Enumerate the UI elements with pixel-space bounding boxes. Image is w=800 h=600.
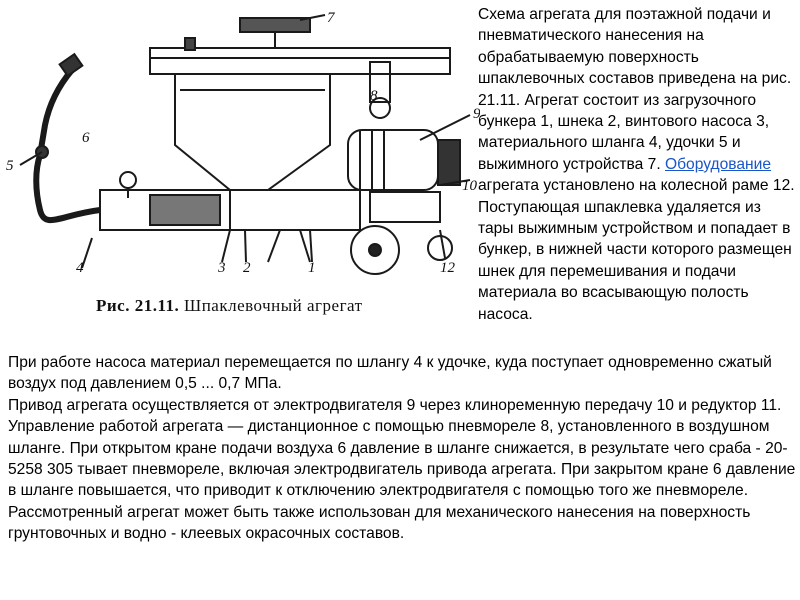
- paragraph-drive: Привод агрегата осуществляется от электродвигателя 9 через клиноременную передачу 10 и редуктор 11. Управление работой агрегата — дистанционное с помощью пневмореле 8, установленного в воздушном шланге. При открытом кране подачи воздуха 6 давление в шланге снижается, в результате чего сраба - 20-5258 305 тывает пневмореле, включая электродвигатель привода агрегата. При закрытом кране 6 давление в шланге повышается, что приводит к отключению электродвигателя с помощью того же пневмореле.: [8, 396, 796, 500]
- part-label-3: 3: [218, 260, 226, 276]
- equipment-link[interactable]: Оборудование: [665, 155, 772, 173]
- nozzle-rod: [40, 70, 72, 155]
- reducer: [370, 192, 440, 222]
- hopper: [175, 74, 330, 190]
- part-label-1: 1: [308, 260, 316, 276]
- gauge: [120, 172, 136, 188]
- screw-pump: [150, 195, 220, 225]
- description-text-start: Схема агрегата для поэтажной подачи и пневматического нанесения на обрабатываемую поверхность шпаклевочных составов приведена на рис. 21.11. Агрегат состоит из загрузочного бункера 1, шнека 2, винтового насоса 3, материального шланга 4, удочки 5 и выжимного устройства 7.: [478, 6, 792, 173]
- part-label-7: 7: [327, 10, 335, 26]
- part-label-4: 4: [76, 260, 84, 276]
- part-label-6: 6: [82, 130, 90, 146]
- paragraph-usage: Рассмотренный агрегат может быть также использован для механического нанесения на поверхность грунтовочных и водно - клеевых окрасочных составов.: [8, 503, 751, 543]
- description-paragraph: [478, 4, 796, 325]
- part-label-9: 9: [473, 106, 480, 122]
- press-frame: [150, 48, 450, 74]
- part-label-5: 5: [6, 158, 14, 174]
- electric-motor: [348, 130, 438, 190]
- unit-diagram: [0, 0, 480, 350]
- material-hose: [36, 155, 100, 220]
- part-label-10: 10: [462, 178, 477, 194]
- operation-description: [8, 352, 796, 545]
- part-label-2: 2: [243, 260, 251, 276]
- part-label-12: 12: [440, 260, 455, 276]
- putty-unit-drawing: [0, 0, 480, 300]
- part-label-8: 8: [370, 88, 378, 104]
- press-handle: [240, 18, 310, 32]
- figure-caption: [96, 296, 363, 316]
- caption-title: Шпаклевочный агрегат: [184, 296, 363, 315]
- paragraph-pump-operation: При работе насоса материал перемещается по шлангу 4 к удочке, куда поступает одновременно сжатый воздух под давлением 0,5 ... 0,7 МПа.: [8, 354, 772, 393]
- caption-prefix: Рис. 21.11.: [96, 296, 180, 315]
- description-text-end: агрегата установлено на колесной раме 12. Поступающая шпаклевка удаляется из тары выжимным устройством и попадает в бункер, в нижней части которого размещен шнек для перемешивания и подачи материала во всасывающую полость насоса.: [478, 177, 795, 323]
